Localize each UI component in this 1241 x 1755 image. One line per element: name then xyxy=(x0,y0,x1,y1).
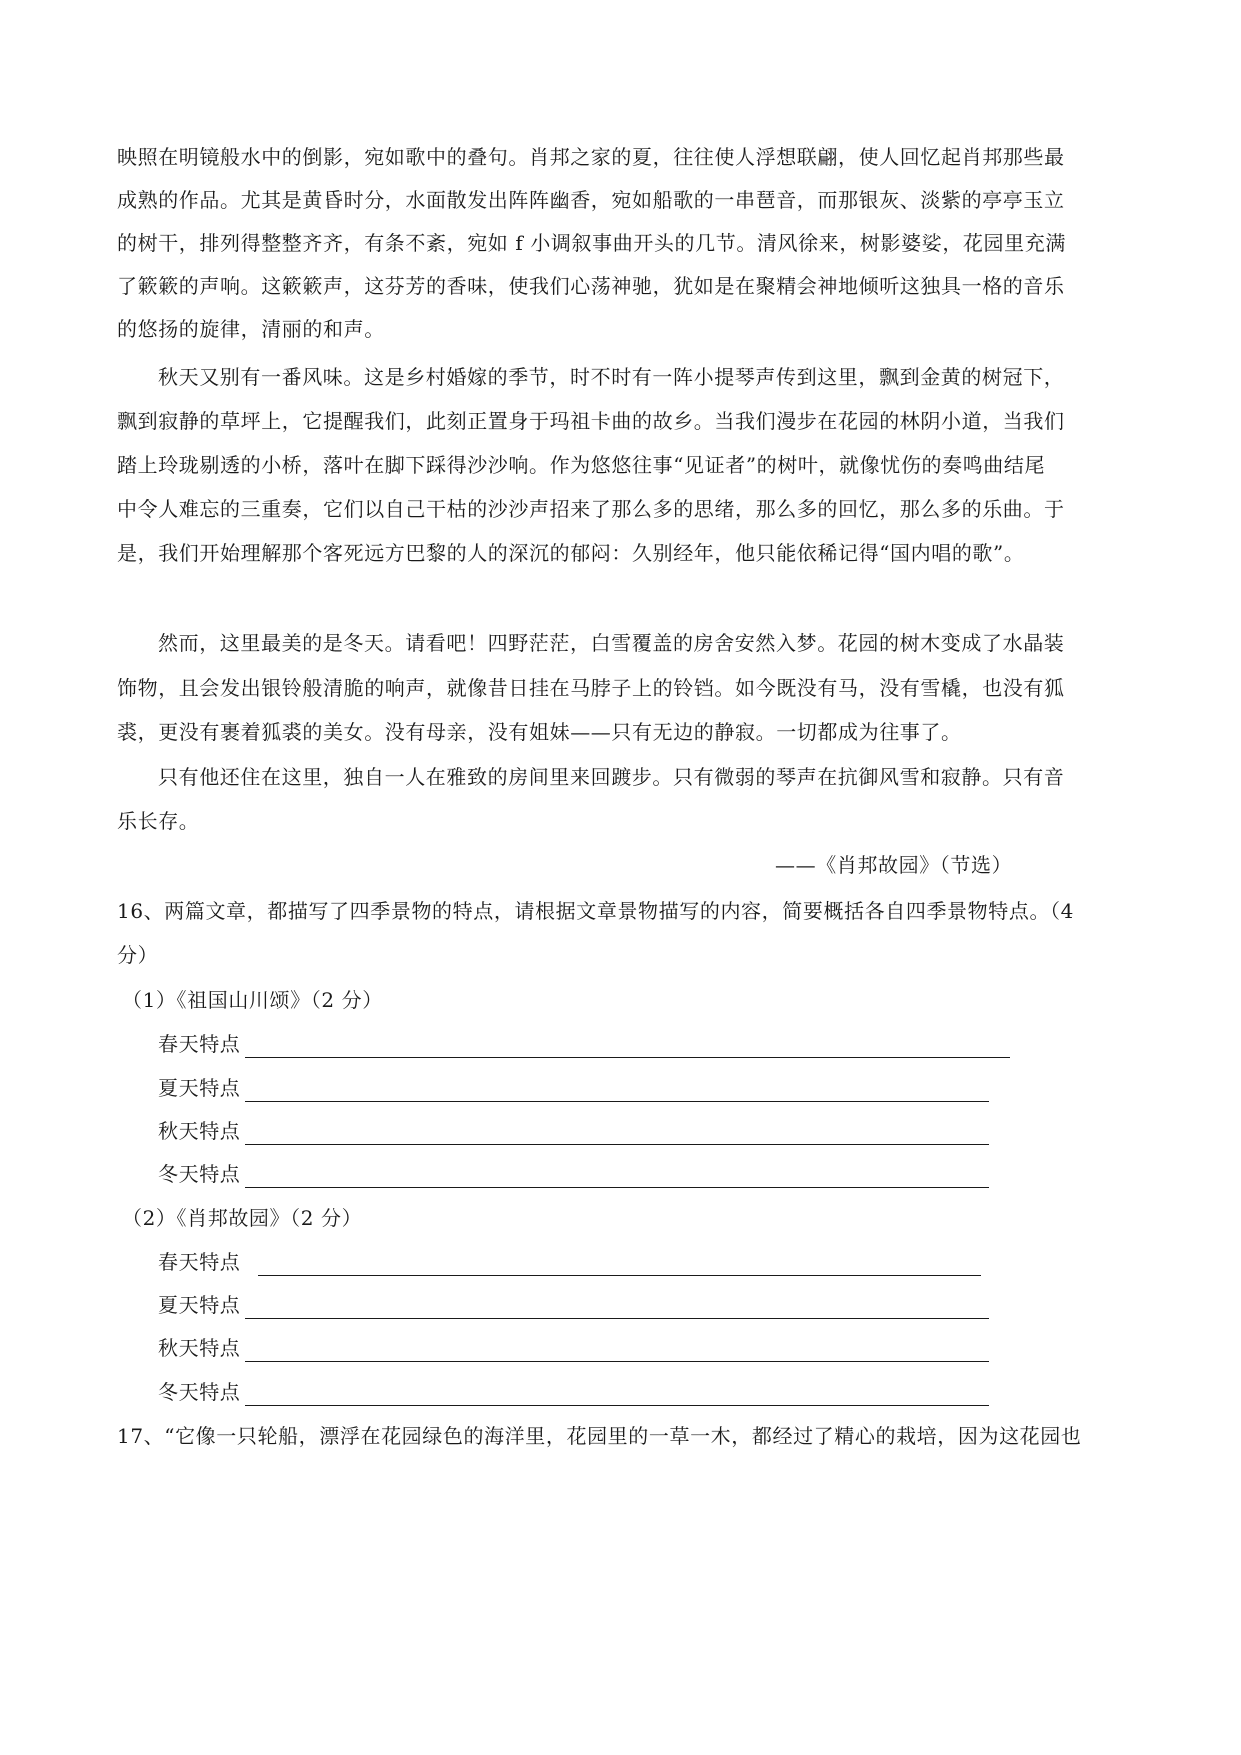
answer-line[interactable] xyxy=(258,1275,981,1276)
answer-label-autumn: 秋天特点 xyxy=(158,1119,241,1143)
passage-line: 成熟的作品。尤其是黄昏时分，水面散发出阵阵幽香，宛如船歌的一串琶音，而那银灰、淡紫的亭亭玉立 xyxy=(117,188,1065,212)
question-16-stem: 16、两篇文章，都描写了四季景物的特点，请根据文章景物描写的内容，简要概括各自四季景物特点。（4 xyxy=(117,899,1074,923)
answer-label-spring: 春天特点 xyxy=(158,1250,241,1274)
passage-line: 是，我们开始理解那个客死远方巴黎的人的深沉的郁闷：久别经年，他只能依稀记得“国内唱的歌”。 xyxy=(117,541,1025,565)
passage-line: 的悠扬的旋律，清丽的和声。 xyxy=(117,317,385,341)
question-16-part1-label: （1）《祖国山川颂》（2 分） xyxy=(122,988,383,1012)
answer-line[interactable] xyxy=(245,1318,989,1319)
passage-line: 了簌簌的声响。这簌簌声，这芬芳的香味，使我们心荡神驰，犹如是在聚精会神地倾听这独具一格的音乐 xyxy=(117,274,1065,298)
question-16-stem: 分） xyxy=(117,943,159,967)
answer-label-summer: 夏天特点 xyxy=(158,1293,241,1317)
passage-line: 裘，更没有裹着狐裘的美女。没有母亲，没有姐妹——只有无边的静寂。一切都成为往事了。 xyxy=(117,720,962,744)
passage-line: 乐长存。 xyxy=(117,809,200,833)
answer-line[interactable] xyxy=(245,1101,989,1102)
passage-source: ——《肖邦故园》（节选） xyxy=(775,853,1013,877)
answer-label-spring: 春天特点 xyxy=(158,1032,241,1056)
passage-line: 然而，这里最美的是冬天。请看吧！四野茫茫，白雪覆盖的房舍安然入梦。花园的树木变成了水晶装 xyxy=(158,631,1065,655)
answer-label-winter: 冬天特点 xyxy=(158,1162,241,1186)
question-17-stem: 17、“它像一只轮船，漂浮在花园绿色的海洋里，花园里的一草一木，都经过了精心的栽培，因为这花园也 xyxy=(117,1424,1082,1448)
answer-line[interactable] xyxy=(245,1057,1010,1058)
answer-label-winter: 冬天特点 xyxy=(158,1380,241,1404)
answer-label-autumn: 秋天特点 xyxy=(158,1336,241,1360)
answer-line[interactable] xyxy=(245,1405,989,1406)
answer-line[interactable] xyxy=(245,1144,989,1145)
question-16-part2-label: （2）《肖邦故园》（2 分） xyxy=(122,1206,363,1230)
passage-line: 中令人难忘的三重奏，它们以自己干枯的沙沙声招来了那么多的思绪，那么多的回忆，那么多的乐曲。于 xyxy=(117,497,1065,521)
answer-line[interactable] xyxy=(245,1187,989,1188)
passage-line: 映照在明镜般水中的倒影，宛如歌中的叠句。肖邦之家的夏，往往使人浮想联翩，使人回忆起肖邦那些最 xyxy=(117,145,1065,169)
passage-line: 的树干，排列得整整齐齐，有条不紊，宛如 f 小调叙事曲开头的几节。清风徐来，树影婆娑，花园里充满 xyxy=(117,231,1066,255)
passage-line: 秋天又别有一番风味。这是乡村婚嫁的季节，时不时有一阵小提琴声传到这里，飘到金黄的树冠下， xyxy=(158,365,1065,389)
answer-label-summer: 夏天特点 xyxy=(158,1076,241,1100)
answer-line[interactable] xyxy=(245,1361,989,1362)
passage-line: 只有他还住在这里，独自一人在雅致的房间里来回踱步。只有微弱的琴声在抗御风雪和寂静。只有音 xyxy=(158,765,1065,789)
passage-line: 踏上玲珑剔透的小桥，落叶在脚下踩得沙沙响。作为悠悠往事“见证者”的树叶，就像忧伤的奏鸣曲结尾 xyxy=(117,453,1046,477)
passage-line: 饰物，且会发出银铃般清脆的响声，就像昔日挂在马脖子上的铃铛。如今既没有马，没有雪橇，也没有狐 xyxy=(117,676,1065,700)
passage-line: 飘到寂静的草坪上，它提醒我们，此刻正置身于玛祖卡曲的故乡。当我们漫步在花园的林阴小道，当我们 xyxy=(117,409,1065,433)
